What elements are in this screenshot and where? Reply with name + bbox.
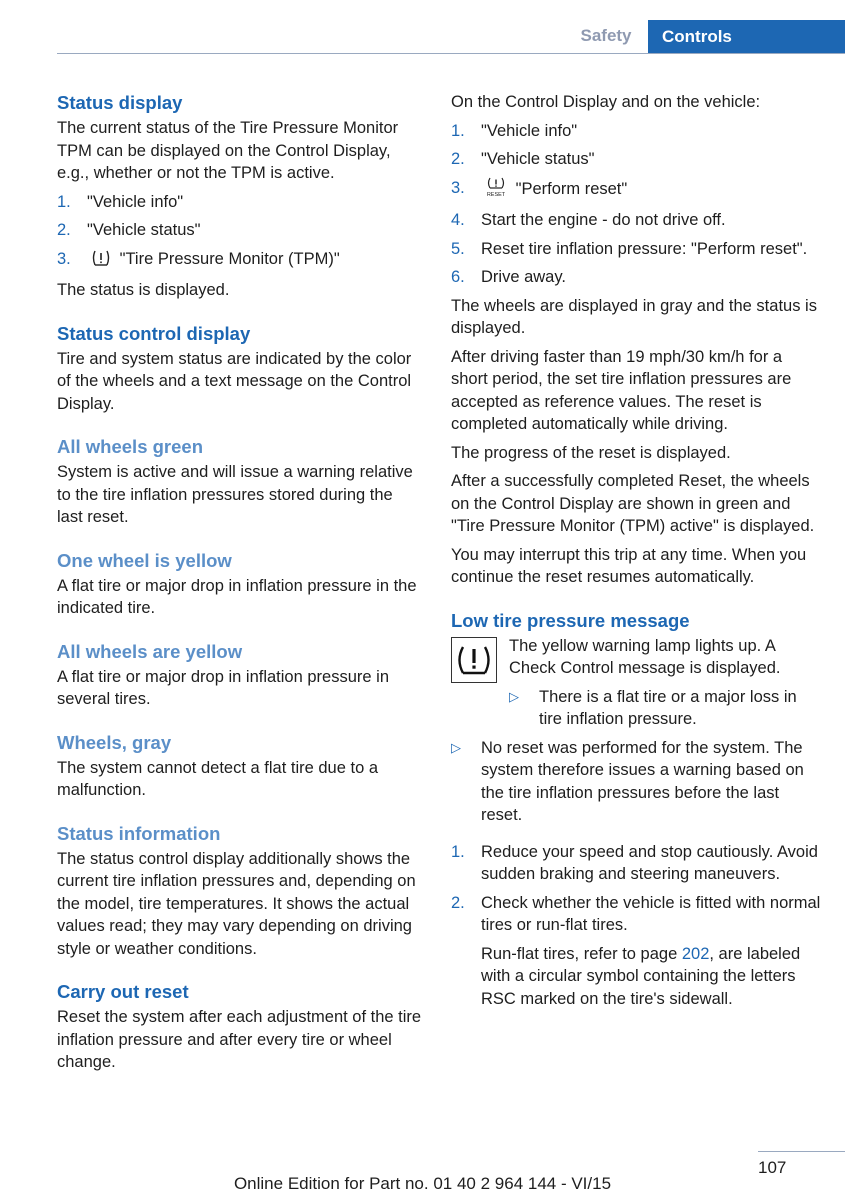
step-text: "Vehicle status" — [87, 221, 201, 239]
step-number: 3. — [451, 178, 465, 197]
step-text: "Vehicle info" — [87, 192, 184, 211]
step-text: "Perform reset" — [515, 179, 628, 198]
step-text: "Vehicle status" — [481, 150, 595, 168]
left-column — [57, 91, 422, 1080]
bullet-arrow-icon: ▷ — [451, 739, 461, 755]
heading-status-display: Status display — [57, 92, 183, 113]
step-text: Reset tire inflation pressure: "Perform reset". — [481, 239, 808, 258]
runflat-note — [451, 943, 823, 1011]
tab-controls[interactable]: Controls — [648, 20, 845, 54]
right-column — [451, 91, 823, 1016]
heading-one-wheel-yellow: One wheel is yellow — [57, 549, 232, 571]
list-item — [451, 209, 823, 232]
list-item — [451, 238, 823, 261]
step-number: 1. — [57, 192, 71, 211]
paragraph: The wheels are displayed in gray and the status is displayed. — [451, 296, 817, 337]
paragraph: A flat tire or major drop in inflation pressure in several tires. — [57, 667, 389, 708]
paragraph: After driving faster than 19 mph/30 km/h for a short period, the set tire inflation pressures are accepted as reference values. The reset is completed automatically while driving. — [451, 347, 792, 433]
steps-list — [57, 191, 422, 274]
step-number: 4. — [451, 211, 465, 229]
list-item — [451, 177, 823, 204]
step-number: 1. — [451, 121, 465, 140]
list-item — [57, 248, 422, 274]
paragraph: The progress of the reset is displayed. — [451, 443, 731, 462]
heading-status-control-display: Status control display — [57, 322, 251, 344]
bullet-item — [451, 737, 823, 827]
footer-edition: Online Edition for Part no. 01 40 2 964 144 - VI/15 — [233, 1174, 612, 1193]
heading-low-tire-pressure: Low tire pressure message — [451, 609, 690, 631]
paragraph: On the Control Display and on the vehicle: — [451, 93, 761, 111]
step-number: 2. — [451, 893, 465, 912]
paragraph: Reset the system after each adjustment of the tire inflation pressure and after every tire or wheel change. — [57, 1008, 422, 1071]
tpm-reset-icon — [485, 177, 507, 204]
runflat-text-after: , are labeled with a circular symbol containing the letters RSC marked on the tire's sidewall. — [481, 944, 801, 1008]
page-number: 107 — [758, 1158, 787, 1177]
step-text: Reduce your speed and stop cautiously. Avoid sudden braking and steering maneuvers. — [481, 842, 818, 883]
header-divider — [57, 53, 845, 54]
step-text: Start the engine - do not drive off. — [481, 211, 726, 229]
page-link[interactable]: 202 — [681, 944, 710, 963]
step-number: 2. — [57, 221, 71, 239]
step-text: "Tire Pressure Monitor (TPM)" — [119, 249, 340, 268]
list-item — [451, 266, 823, 289]
step-number: 3. — [57, 249, 71, 268]
warning-block — [451, 635, 823, 731]
paragraph: A flat tire or major drop in inflation pressure in the indicated tire. — [57, 576, 417, 617]
step-number: 2. — [451, 150, 465, 168]
bullet-text: There is a flat tire or a major loss in tire inflation pressure. — [539, 687, 797, 728]
paragraph: System is active and will issue a warning relative to the tire inflation pressures stored during the last reset. — [57, 463, 413, 526]
heading-all-wheels-yellow: All wheels are yellow — [57, 640, 243, 662]
step-number: 5. — [451, 239, 465, 258]
action-steps-list — [451, 841, 823, 1011]
paragraph: The current status of the Tire Pressure Monitor TPM can be displayed on the Control Display, e.g., whether or not the TPM is active. — [57, 119, 399, 182]
list-item — [451, 148, 823, 171]
paragraph: You may interrupt this trip at any time. When you continue the reset resumes automatically. — [451, 545, 807, 586]
heading-wheels-gray: Wheels, gray — [57, 731, 172, 753]
paragraph: The system cannot detect a flat tire due to a malfunction. — [57, 758, 379, 799]
warning-text: The yellow warning lamp lights up. A Check Control message is displayed. — [509, 636, 781, 677]
list-item — [451, 120, 823, 143]
paragraph: The status control display additionally shows the current tire inflation pressures and, depending on the model, tire temperatures. It shows the actual values read; they may vary depending on driving style or weather conditions. — [57, 849, 416, 958]
list-item — [451, 841, 823, 886]
heading-status-information: Status information — [57, 822, 221, 844]
step-number: 1. — [451, 842, 465, 861]
list-item — [451, 892, 823, 937]
sub-bullet-item — [509, 686, 823, 731]
list-item — [57, 191, 422, 214]
list-item — [57, 219, 422, 242]
step-text: Check whether the vehicle is fitted with normal tires or run-flat tires. — [481, 893, 821, 934]
paragraph: After a successfully completed Reset, the wheels on the Control Display are shown in green and "Tire Pressure Monitor (TPM) active" is displayed. — [451, 472, 815, 535]
step-text: Drive away. — [481, 268, 566, 286]
paragraph: Tire and system status are indicated by the color of the wheels and a text message on the Control Display. — [57, 349, 412, 413]
step-number: 6. — [451, 268, 465, 286]
step-text: "Vehicle info" — [481, 121, 578, 140]
runflat-text-before: Run-flat tires, refer to page — [481, 944, 682, 963]
paragraph: The status is displayed. — [57, 281, 230, 299]
reset-steps-list — [451, 120, 823, 289]
heading-carry-out-reset: Carry out reset — [57, 981, 189, 1002]
tire-pressure-warning-icon — [91, 249, 111, 274]
bullet-text: No reset was performed for the system. The system therefore issues a warning based on the tire inflation pressures before the last reset. — [481, 738, 804, 824]
heading-all-wheels-green: All wheels green — [57, 436, 203, 457]
bullet-arrow-icon: ▷ — [509, 688, 519, 704]
footer-divider — [758, 1151, 845, 1152]
reset-icon-label: RESET — [486, 191, 506, 197]
tab-safety[interactable]: Safety — [580, 26, 632, 45]
tire-pressure-warning-lamp-icon — [451, 637, 497, 683]
